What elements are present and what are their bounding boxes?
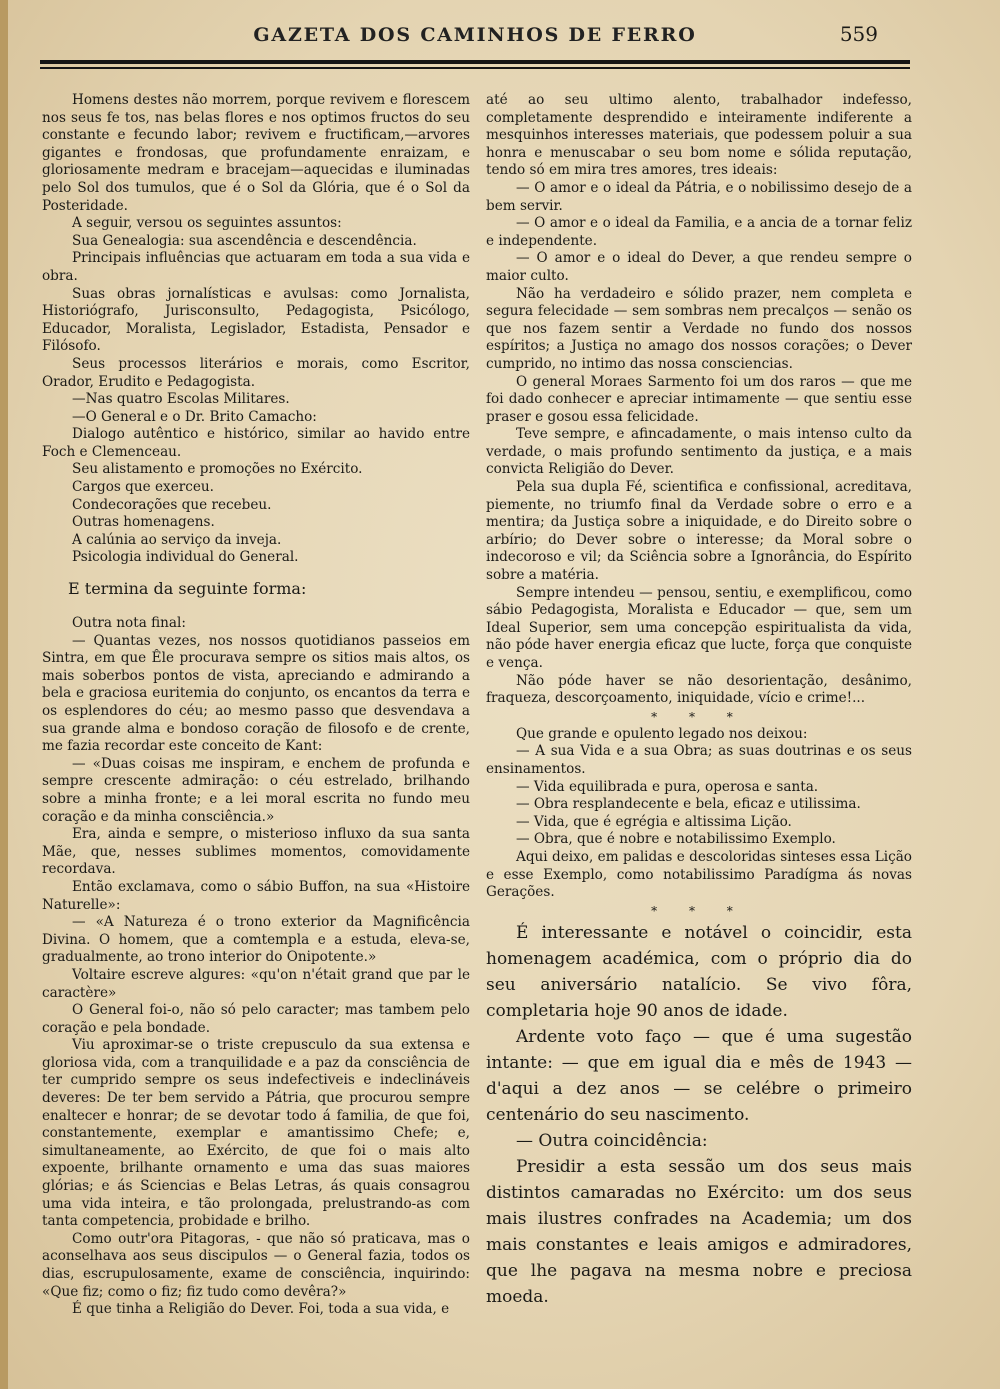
quotation: — «A Natureza é o trono exterior da Magnificência Divina. O homem, que a comtempla e a estuda, eleva-se, gradualmente, ao trono interior do Onipotente.» xyxy=(42,914,470,966)
paragraph: — Quantas vezes, nos nossos quotidianos passeios em Sintra, em que Êle procurava sempre os sitios mais altos, os mais soberbos pontos de vista, apreciando e admirando a bela e graciosa euritemia do conjunto, os encantos da terra e os esplendores do céu; ao mesmo passo que desvendava a sua grande alma e bondoso coração de filosofo e de crente, me fazia recordar este conceito de Kant: xyxy=(42,632,470,755)
left-column xyxy=(42,92,470,1319)
section-intro: E termina da seguinte forma: xyxy=(68,579,307,599)
list-item: Dialogo autêntico e histórico, similar ao havido entre Foch e Clemenceau. xyxy=(42,426,470,460)
paragraph: O general Moraes Sarmento foi um dos raros — que me foi dado conhecer e apreciar intimamente — que sentiu esse praser e gosou essa felicidade. xyxy=(486,373,912,425)
paragraph: Viu aproximar-se o triste crepusculo da sua extensa e gloriosa vida, com a tranquilidade e a paz da consciência de ter cumprido sempre os seus indefectiveis e indeclináveis deveres: De ter bem servido a Pátria, que procurou sempre enaltecer e honrar; de se devotar todo á familia, de que foi, constantemente, exemplar e amantissimo Chefe; e, simultaneamente, ao Exército, de que foi o mais alto expoente, brilhante ornamento e uma das suas maiores glórias; e ás Sciencias e Belas Letras, ás quais consagrou uma vida inteira, e tão prolongada, prelustrando-as com tanta competencia, probidade e brilho. xyxy=(42,1037,470,1230)
list-item: —Nas quatro Escolas Militares. xyxy=(72,391,290,408)
paragraph: Então exclamava, como o sábio Buffon, na sua «Histoire Naturelle»: xyxy=(42,878,470,913)
section-divider: * * * xyxy=(651,709,747,724)
header-rule-thin xyxy=(40,67,910,69)
paragraph: Não póde haver se não desorientação, desânimo, fraqueza, descorçoamento, iniquidade, vício e crime!... xyxy=(486,672,912,707)
paragraph: Sempre intendeu — pensou, sentiu, e exemplificou, como sábio Pedagogista, Moralista e Educador — que, sem um Ideal Superior, sem uma concepção espiritualista da vida, não póde haver energia eficaz que lucte, força que conquiste e vença. xyxy=(486,584,912,671)
paragraph: Ardente voto faço — que é uma sugestão intante: — que em igual dia e mês de 1943 — d'aqui a dez anos — se celébre o primeiro centenário do seu nascimento. xyxy=(486,1026,912,1125)
paragraph: Presidir a esta sessão um dos seus mais distintos camaradas no Exército: um dos seus mais ilustres confrades na Academia; um dos mais constantes e leais amigos e admiradores, que lhe pagava na mesma nobre e preciosa moeda. xyxy=(486,1156,912,1307)
paragraph: A seguir, versou os seguintes assuntos: xyxy=(72,215,342,232)
list-item: Cargos que exerceu. xyxy=(72,479,214,496)
paragraph: Como outr'ora Pitagoras, - que não só praticava, mas o aconselhava aos seus discipulos — o General fazia, todos os dias, escrupulosamente, exame de consciência, inquirindo: «Que fiz; como o fiz; fiz tudo como devêra?» xyxy=(42,1230,470,1300)
quotation: — «Duas coisas me inspiram, e enchem de profunda e sempre crescente admiração: o céu estrelado, brilhando sobre a minha fronte; e a lei moral escrita no fundo meu coração e da minha consciência.» xyxy=(42,755,470,825)
paragraph: até ao seu ultimo alento, trabalhador indefesso, completamente desprendido e inteiramente indiferente a mesquinhos interesses materiais, que podessem poluir a sua honra e menuscabar o seu bom nome e sólida reputação, tendo só em mira tres amores, tres ideais: xyxy=(486,92,912,179)
journal-title: GAZETA DOS CAMINHOS DE FERRO xyxy=(253,24,697,46)
paragraph: Teve sempre, e afincadamente, o mais intenso culto da verdade, o mais profundo sentimento da justiça, e a mais convicta Religião do Dever. xyxy=(486,426,912,478)
list-item: Principais influências que actuaram em toda a sua vida e obra. xyxy=(42,250,470,284)
section-divider: * * * xyxy=(651,903,747,918)
paragraph: Pela sua dupla Fé, scientifica e confissional, acreditava, piemente, no triumfo final da Verdade sobre o erro e a mentira; da Justiça sobre a iniquidade, e do Direito sobre o arbírio; do Dever sobre o interesse; da Moral sobre o indecoroso e vil; da Sciência sobre a Ignorância, do Espírito sobre a matéria. xyxy=(486,479,912,584)
list-item: Psicologia individual do General. xyxy=(72,549,299,566)
list-item: Outras homenagens. xyxy=(72,514,215,531)
list-item: —O General e o Dr. Brito Camacho: xyxy=(72,408,317,425)
list-item: Seu alistamento e promoções no Exército. xyxy=(72,461,363,478)
paragraph: Que grande e opulento legado nos deixou: xyxy=(516,725,808,742)
list-item: — A sua Vida e a sua Obra; as suas doutrinas e os seus ensinamentos. xyxy=(486,743,912,777)
list-item: Seus processos literários e morais, como Escritor, Orador, Erudito e Pedagogista. xyxy=(42,355,470,390)
paragraph: Era, ainda e sempre, o misterioso influxo da sua santa Mãe, que, nesses sublimes momentos, comovidamente recordava. xyxy=(42,826,470,878)
list-item: — Vida, que é egrégia e altissima Lição. xyxy=(516,813,792,830)
page-edge-shadow xyxy=(0,0,8,1389)
list-item: — O amor e o ideal do Dever, a que rendeu sempre o maior culto. xyxy=(486,250,912,284)
list-item: A calúnia ao serviço da inveja. xyxy=(72,531,282,548)
list-item: — Vida equilibrada e pura, operosa e santa. xyxy=(516,778,819,795)
list-item: — O amor e o ideal da Familia, e a ancia de a tornar feliz e independente. xyxy=(486,215,912,249)
header-rule-thick xyxy=(40,60,910,64)
paragraph: Voltaire escreve algures: «qu'on n'était grand que par le caractère» xyxy=(42,966,470,1001)
list-item: — Obra, que é nobre e notabilissimo Exemplo. xyxy=(516,831,836,848)
paragraph: Outra nota final: xyxy=(72,615,186,632)
right-column xyxy=(486,92,912,1310)
paragraph: O General foi-o, não só pelo caracter; mas tambem pelo coração e pela bondade. xyxy=(42,1002,470,1036)
page-number: 559 xyxy=(839,22,878,46)
paragraph: Aqui deixo, em palidas e descoloridas sinteses essa Lição e esse Exemplo, como notabilissimo Paradígma ás novas Gerações. xyxy=(486,848,912,901)
paragraph: É que tinha a Religião do Dever. Foi, toda a sua vida, e xyxy=(72,1301,450,1318)
list-item: — O amor e o ideal da Pátria, e o nobilissimo desejo de a bem servir. xyxy=(486,179,912,214)
list-item: — Obra resplandecente e bela, eficaz e utilissima. xyxy=(516,796,861,813)
paragraph: — Outra coincidência: xyxy=(516,1130,708,1151)
paragraph: É interessante e notável o coincidir, esta homenagem académica, com o próprio dia do seu aniversário natalício. Se vivo fôra, completaria hoje 90 anos de idade. xyxy=(486,922,912,1021)
list-item: Suas obras jornalísticas e avulsas: como Jornalista, Historiógrafo, Jurisconsulto, Pedagogista, Psicólogo, Educador, Moralista, Legislador, Estadista, Pensador e Filósofo. xyxy=(42,285,470,355)
list-item: Sua Genealogia: sua ascendência e descendência. xyxy=(72,232,417,249)
paragraph: Homens destes não morrem, porque revivem e florescem nos seus fe tos, nas belas flores e nos optimos fructos do seu constante e fecundo labor; revivem e fructificam,—arvores gigantes e frondosas, que profundamente enraizam, e gloriosamente medram e bracejam—aquecidas e iluminadas pelo Sol dos tumulos, que é o Sol da Glória, que é o Sol da Posteridade. xyxy=(42,92,470,214)
list-item: Condecorações que recebeu. xyxy=(72,496,272,513)
paragraph: Não ha verdadeiro e sólido prazer, nem completa e segura felecidade — sem sombras nem precalços — senão os que nos fazem sentir a Verdade no fundo dos nossos espíritos; a Justiça no amago dos nossos corações; o Dever cumprido, no intimo das nossa consciencias. xyxy=(486,285,912,372)
page-header xyxy=(40,18,910,58)
